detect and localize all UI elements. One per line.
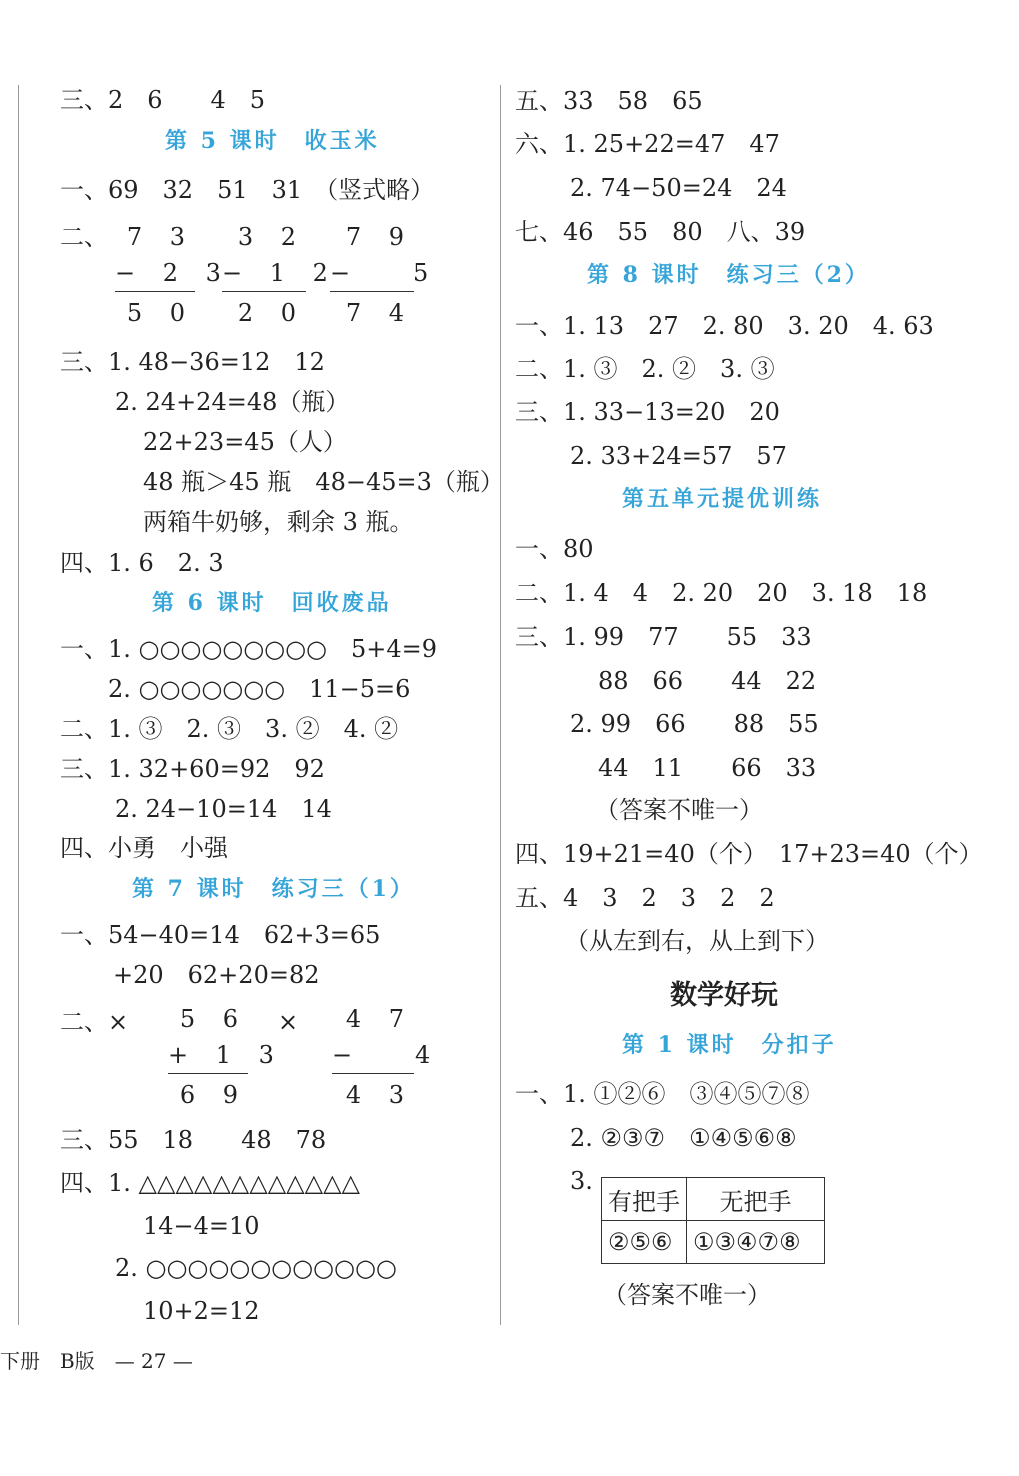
table-header: 无把手: [687, 1178, 825, 1221]
answer-line: 一、54−40=14 62+3=65: [60, 921, 381, 949]
answer-line: 48 瓶＞45 瓶 48−45=3（瓶）: [143, 468, 504, 496]
answer-line: 44 11 66 33: [598, 754, 817, 782]
answer-line: 三、1. 48−36=12 12: [60, 348, 325, 376]
answer-line: 三、1. 32+60=92 92: [60, 755, 325, 783]
answer-line: 五、33 58 65: [515, 87, 703, 115]
lesson-heading: 第 8 课时 练习三（2）: [587, 262, 870, 288]
answer-line: 二、1. ③ 2. ③ 3. ② 4. ②: [60, 715, 399, 743]
vertical-calc: 3 2 − 1 2 2 0: [222, 223, 338, 327]
unit-heading: 第五单元提优训练: [622, 486, 823, 512]
vertical-calc: 7 3 − 2 3 5 0: [115, 223, 231, 327]
answer-line: 2. ②③⑦ ①④⑤⑥⑧: [570, 1124, 797, 1152]
vertical-calc: 4 7 − 4 4 3: [332, 1005, 441, 1109]
answer-line: 七、46 55 80 八、39: [515, 218, 806, 246]
answer-line: 二、1. 4 4 2. 20 20 3. 18 18: [515, 579, 928, 607]
answer-line: 二、: [60, 223, 108, 251]
answer-line: 一、1. ①②⑥ ③④⑤⑦⑧: [515, 1080, 810, 1108]
answer-line: 一、69 32 51 31 （竖式略）: [60, 176, 435, 204]
answer-line: 两箱牛奶够，剩余 3 瓶。: [143, 508, 414, 536]
answer-line: 三、1. 99 77 55 33: [515, 623, 812, 651]
lesson-heading: 第 5 课时 收玉米: [165, 128, 380, 154]
answer-line: 14−4=10: [143, 1212, 260, 1240]
answer-line: 一、1. 13 27 2. 80 3. 20 4. 63: [515, 312, 934, 340]
page-footer: 下册 B版 — 27 —: [0, 1349, 193, 1373]
answer-line: （从左到右，从上到下）: [565, 927, 829, 955]
answer-line: 88 66 44 22: [598, 667, 817, 695]
answer-line: 四、19+21=40（个） 17+23=40（个）: [515, 840, 983, 868]
handle-table: [601, 1177, 825, 1264]
lesson-heading: 第 1 课时 分扣子: [622, 1032, 837, 1058]
table-header: 有把手: [602, 1178, 687, 1221]
lesson-heading: 第 6 课时 回收废品: [152, 590, 392, 616]
answer-line: 2. 24+24=48（瓶）: [115, 388, 350, 416]
answer-line: 四、1. △△△△△△△△△△△△: [60, 1169, 361, 1197]
answer-line: （答案不唯一）: [603, 1281, 771, 1309]
answer-line: 一、80: [515, 535, 594, 563]
answer-line: 三、55 18 48 78: [60, 1126, 327, 1154]
answer-line: 2. 33+24=57 57: [570, 442, 787, 470]
lesson-heading: 第 7 课时 练习三（1）: [132, 876, 415, 902]
answer-line: 2. 74−50=24 24: [570, 174, 787, 202]
section-title: 数学好玩: [670, 980, 778, 1011]
answer-line: （答案不唯一）: [595, 796, 763, 824]
answer-line: 10+2=12: [143, 1297, 260, 1325]
answer-line: 2. 99 66 88 55: [570, 710, 819, 738]
answer-line: 六、1. 25+22=47 47: [515, 130, 780, 158]
answer-line: +20 62+20=82: [113, 961, 320, 989]
answer-line: 三、1. 33−13=20 20: [515, 398, 780, 426]
table-cell: ②⑤⑥: [602, 1221, 687, 1264]
wrong-mark: ×: [278, 1008, 299, 1036]
answer-line: 五、4 3 2 3 2 2: [515, 884, 775, 912]
answer-line: 四、小勇 小强: [60, 834, 228, 862]
answer-line: 一、1. ○○○○○○○○○ 5+4=9: [60, 635, 438, 663]
answer-line: 2. 24−10=14 14: [115, 795, 332, 823]
vertical-calc: 5 6 + 1 3 6 9: [168, 1005, 284, 1109]
column-divider: [500, 85, 501, 1325]
answer-line: 三、2 6 4 5: [60, 86, 266, 114]
answer-line: 3.: [570, 1167, 593, 1195]
left-margin-rule: [18, 85, 19, 1325]
answer-line: 二、1. ③ 2. ② 3. ③: [515, 355, 775, 383]
answer-line: 22+23=45（人）: [143, 428, 347, 456]
table-cell: ①③④⑦⑧: [687, 1221, 825, 1264]
answer-line: 四、1. 6 2. 3: [60, 549, 224, 577]
vertical-calc: 7 9 − 5 7 4: [330, 223, 439, 327]
answer-line: 2. ○○○○○○○○○○○○: [115, 1254, 397, 1282]
answer-line: 2. ○○○○○○○ 11−5=6: [108, 675, 411, 703]
answer-line: 二、×: [60, 1008, 129, 1036]
